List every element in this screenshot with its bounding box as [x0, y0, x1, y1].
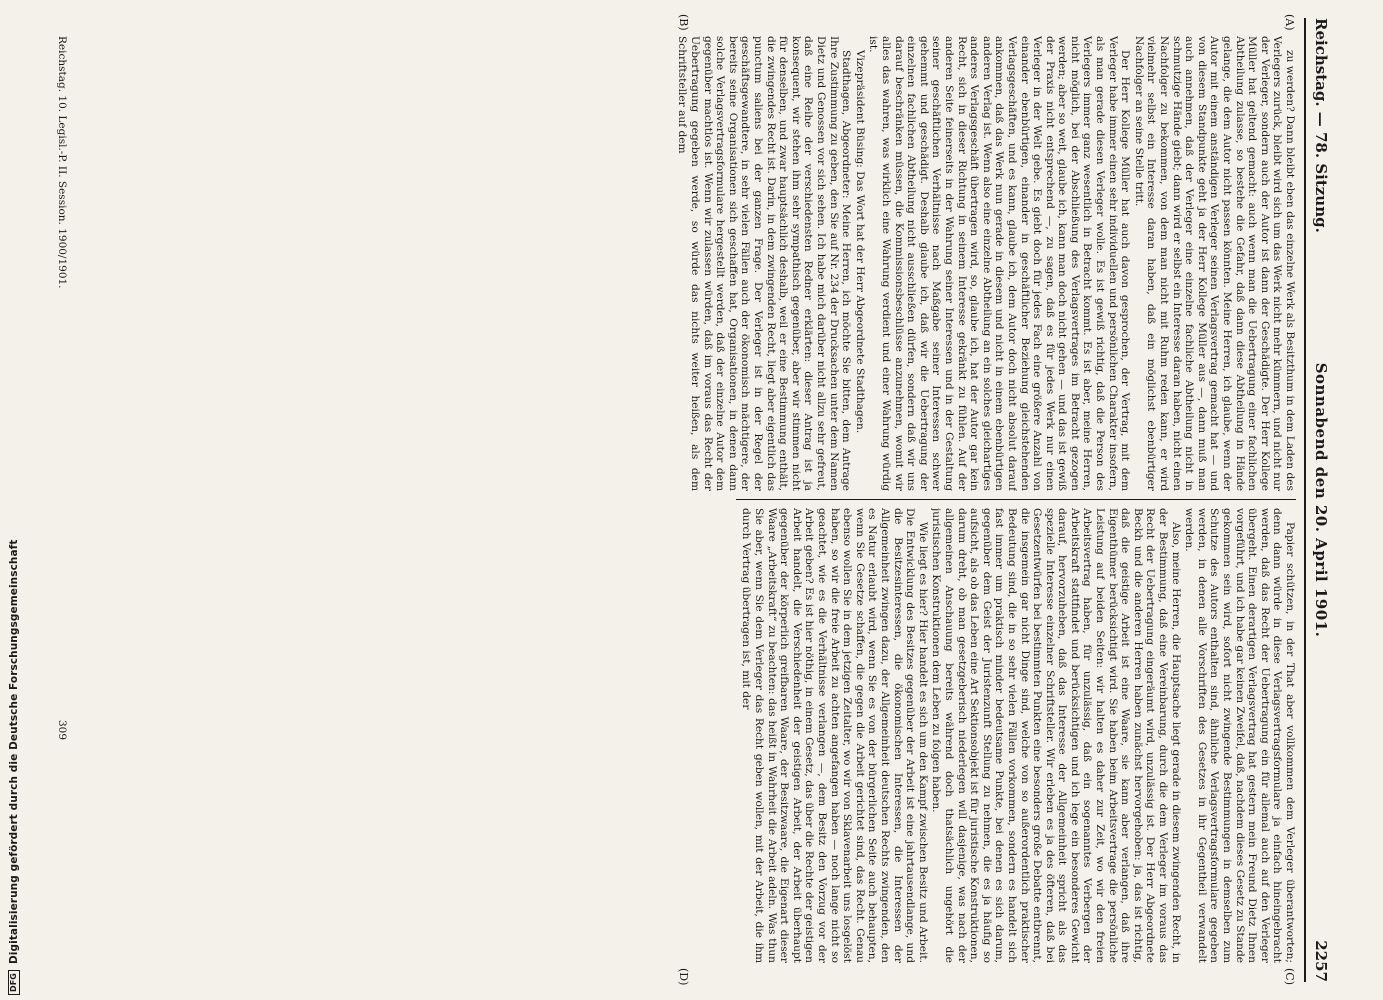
speaker-announcement: Vizepräsident Büsing: Das Wort hat der Herr Abgeordnete Stadthagen.: [853, 50, 866, 434]
left-column: [76, 36, 1296, 491]
paragraph: Der Herr Kollege Müller hat auch davon gesprochen, der Vertrag, mit dem Verleger habe immer einen sehr individuellen und persönlichen Charakter insofern, als man gerade diesen Verleger wolle. Es ist gewiß richtig, daß die Person des Verlegers immer ganz wesentlich in Betracht kommt. Es ist aber, meine Herren, nicht möglich, bei der Abschließung des Verlagsvertrages im Betracht gezogen werden; aber so weit, glaube ich, kann man doch nicht gehen — und das ist gewiß der Praxis nicht entsprechend —, zu sagen, daß es für jedes Werk nur einen Verleger in der Welt gebe. Es giebt doch für jedes Fach eine größere Anzahl von einander ebenbürtigen, einander in geschäftlicher Beziehung gleichstehenden Verlagsgeschäften, und es kann, glaube ich, dem Autor doch nicht absolut darauf ankommen, daß das Werk nun gerade in diesem und nicht in einem ebenbürtigen anderen Verlag ist. Wenn also eine einzelne Abtheilung an ein solches gleichartiges anderes Verlagsgeschäft übertragen wird, so, glaube ich, hat der Autor gar kein Recht, sich in dieser Richtung in seinem Interesse gekränkt zu fühlen. Auf der anderen Seite feinerseits in der Wahrung seiner Interessen und in der Gestaltung seiner geschäftlichen Verhältnisse nach Maßgabe seiner Interessen schwer gehemmt und geschädigt. Deshalb glaube ich, daß wir die Uebertragung der einzelnen fachlichen Abtheilung nicht ausschließen dürfen, sondern daß wir uns darauf beschränken müssen, die Kommissionsbeschlüsse anzunehmen, womit wir alles das wahren, was wirklich eine Wahrung verdient und einer Wahrung würdig ist.: [867, 36, 1132, 491]
margin-mark-a: (A): [1283, 14, 1296, 31]
paragraph: Stadthagen, Abgeordneter: Meine Herren, ich möchte Sie bitten, dem Antrage Ihre Zustimmung zu geben, den Sie auf Nr. 234 der Drucksachen unter dem Namen Dietz und Genossen vor sich sehen. Ich habe mich darüber nicht allzu sehr gefreut, daß eine Reihe der verschiedensten Redner erklärten: dieser Antrag ist ja konsequent, wir stehen ihm sehr sympathisch gegenüber, aber wir stimmen nicht für denselben, und zwar hauptsächlich deshalb, weil er eine Bestimmung enthält, die zwingendes Recht ist. Darin, in dem zwingenden Recht, liegt aber eigentlich das punctum saliens bei der ganzen Frage. Der Verleger ist in der Regel der geschäftsgewandtere, in sehr vielen Fällen auch der ökonomisch mächtigere, der bereits seine Organisationen sich geschaffen hat, Organisationen, in denen dann solche Verlagsvertragsformulare hergestellt werden, daß der einzelne Autor dem gegenüber machtlos ist. Wenn wir zulassen würden, daß im voraus das Recht der Uebertragung gegeben werde, so würde das nichts weiter heißen, als dem Schriftsteller auf dem: [676, 36, 853, 491]
header-left: Reichstag. — 78. Sitzung.: [1312, 18, 1330, 233]
column-divider: [736, 499, 1296, 500]
paragraph: Also, meine Herren, die Hauptsache liegt gerade in diesem zwingenden Recht, in der Bestimmung, daß eine Vereinbarung, durch die dem Verleger im voraus das Recht der Uebertragung eingeräumt wird, unzulässig ist. Der Herr Abgeordnete Beckh und die anderen Herren haben zunächst hervorgehoben: ja, das ist richtig, daß die geistige Arbeit ist eine Waare, sie kann aber verlangen, daß ihre Eigenthümer berücksichtigt wird. Sie haben beim Arbeitsvertrage die persönliche Leistung auf beiden Seiten: wir halten es daher zur Zeit, wo wir den freien Arbeitsvertrag haben, für unzulässig, daß ein sogenanntes Verbergen der Arbeitskraft stattfindet und berücksichtigen und ich lege ein besonderes Gewicht darauf, hervorzuheben, daß das Interesse der Allgemeinheit spricht als das spezielle Interesse einzelner Schriftsteller. Wir erleben es ja des öfteren, daß bei Gesetzentwürfen bei bestimmten Punkten eine besonders große Debatte entbrennt, die insgemein gar nicht Dinge sind, welche von so außerordentlich praktischer Bedeutung sind, die in so sehr vielen Fällen vorkommen, sondern es handelt sich fast immer um praktisch minder bedeutsame Punkte, bei denen es sich darum, gegenüber dem Geist der Juristenzunft Stellung zu nehmen, die es ja häufig so aufsicht, als ob das Leben eine Art Sektionsobjekt ist für juristische Konstruktionen, darum dreht, ob man gesetzgeberisch niederlegen will dasjenige, was nach der allgemeinen Anschauung bereits während doch thatsächlich ungehört die juristischen Konstruktionen dem Leben zu folgen haben.: [930, 508, 1182, 963]
right-column: [76, 508, 1296, 963]
credit-text: Digitalisierung gefördert durch die Deutsche Forschungsgemeinschaft: [8, 539, 20, 965]
margin-mark-c: (C): [1283, 968, 1296, 985]
margin-mark-b: (B): [677, 14, 690, 31]
paragraph: zu werden? Dann bleibt eben das einzelne Werk als Besitzthum in dem Laden des Verlegers zurück, bleibt wird sich um das Werk nicht mehr kümmern, und nicht nur der Verleger, sondern auch der Autor ist dann der Geschädigte. Der Herr Kollege Müller hat geltend gemacht: auch wenn man die Uebertragung einer fachlichen Abtheilung zulasse, so bestehe die Gefahr, daß dann diese Abtheilung in Hände gelange, die dem Autor nicht passen könnten. Meine Herren, ich glaube, wenn der Autor mit einem anständigen Verleger seinen Verlagsvertrag gemacht hat — und von diesem Standpunkte geht ja der Herr Kollege Müller aus —, dann muß man auch annehmen, daß der Verleger eine einzelne fachliche Abtheilung nicht in schmutzige Hände giebt; dann wird er selbst ein Interesse daran haben, nicht einen Nachfolger zu bekommen, von dem man nicht mit Ruhm reden kann, er wird vielmehr selbst ein Interesse daran haben, daß ein möglichst ebenbürtiger Nachfolger an seine Stelle tritt.: [1132, 36, 1296, 491]
footer-sheet-number: 309: [56, 720, 68, 741]
paragraph: Papier schützen, in der That aber vollkommen dem Verleger überantworten; denn dann würde in diese Verlagsvertragsformulare ja einfach hineingebracht werden, daß das Recht der Uebertragung ein für allemal auch auf den Verleger übergeht. Einen derartigen Verlagsvertrag hat gestern mein Freund Dietz Ihnen vorgeführt, und ich habe gar keinen Zweifel, daß, nachdem dieses Gesetz zu Stande gekommen sein wird, sofort nicht zwingende Bestimmungen in demselben zum Schutze des Autors enthalten sind, ähnliche Verlagsvertragsformulare gegeben werden, in denen alle Vorschriften des Gesetzes in ihr Gegentheil verwandelt werden.: [1183, 508, 1296, 963]
scanned-sheet: [40, 0, 1383, 1000]
footer-session: Reichstag. 10. Legisl.-P. II. Session. 1900/1901.: [56, 36, 68, 289]
header-date: Sonnabend den 20. April 1901.: [1312, 362, 1330, 638]
header-rule: [1304, 18, 1306, 982]
margin-mark-d: (D): [677, 968, 690, 986]
document-page: [40, 0, 1340, 1000]
page-header: [1306, 18, 1334, 982]
paragraph: Wie liegt es hier? Hier handelt es sich um den Kampf zwischen Besitz und Arbeit. Die Entwicklung des Besitzes gegenüber der Arbeit ist eine jahrtausendlange, und die Besitzesinteressen, die ökonomischen Interessen, die Interessen der Allgemeinheit zwingen dazu, der Allgemeinheit deutschen Rechts zwingenden, den es Natur erlaubt wird, wenn Sie es von der bürgerlichen Seite auch behaupten, wenn Sie Gesetze schaffen, die gegen die Arbeit gerichtet sind, das Recht. Genau ebenso wollen Sie in dem jetzigen Zeitalter, wo wir von Sklavenarbeit uns losgelöst haben, so wir die freie Arbeit zu achten angefangen haben — noch lange nicht so geachtet, wie es die Verhältnisse verlangen —, dem Besitz den Vorzug vor der Arbeit geben? Es ist hier nöthig, in einem Gesetz, das über die Rechte der geistigen Arbeit handelt, die Verschiedenheit der geistigen Arbeit, der Arbeit überhaupt gegenüber der körperlich greifbaren Waare, der Besitzwaare, die Eigenart dieser Waare „Arbeitskraft“ zu beachten: das heißt in Wahrheit die Arbeit adeln. Was thun Sie aber, wenn Sie dem Verleger das Recht geben wollen, mit der Arbeit, die ihm durch Vertrag übertragen ist, mit der: [740, 508, 929, 963]
page-number: 2257: [1312, 940, 1330, 982]
digitization-credit: [6, 539, 22, 995]
dfg-logo-icon: DFG: [8, 970, 20, 995]
